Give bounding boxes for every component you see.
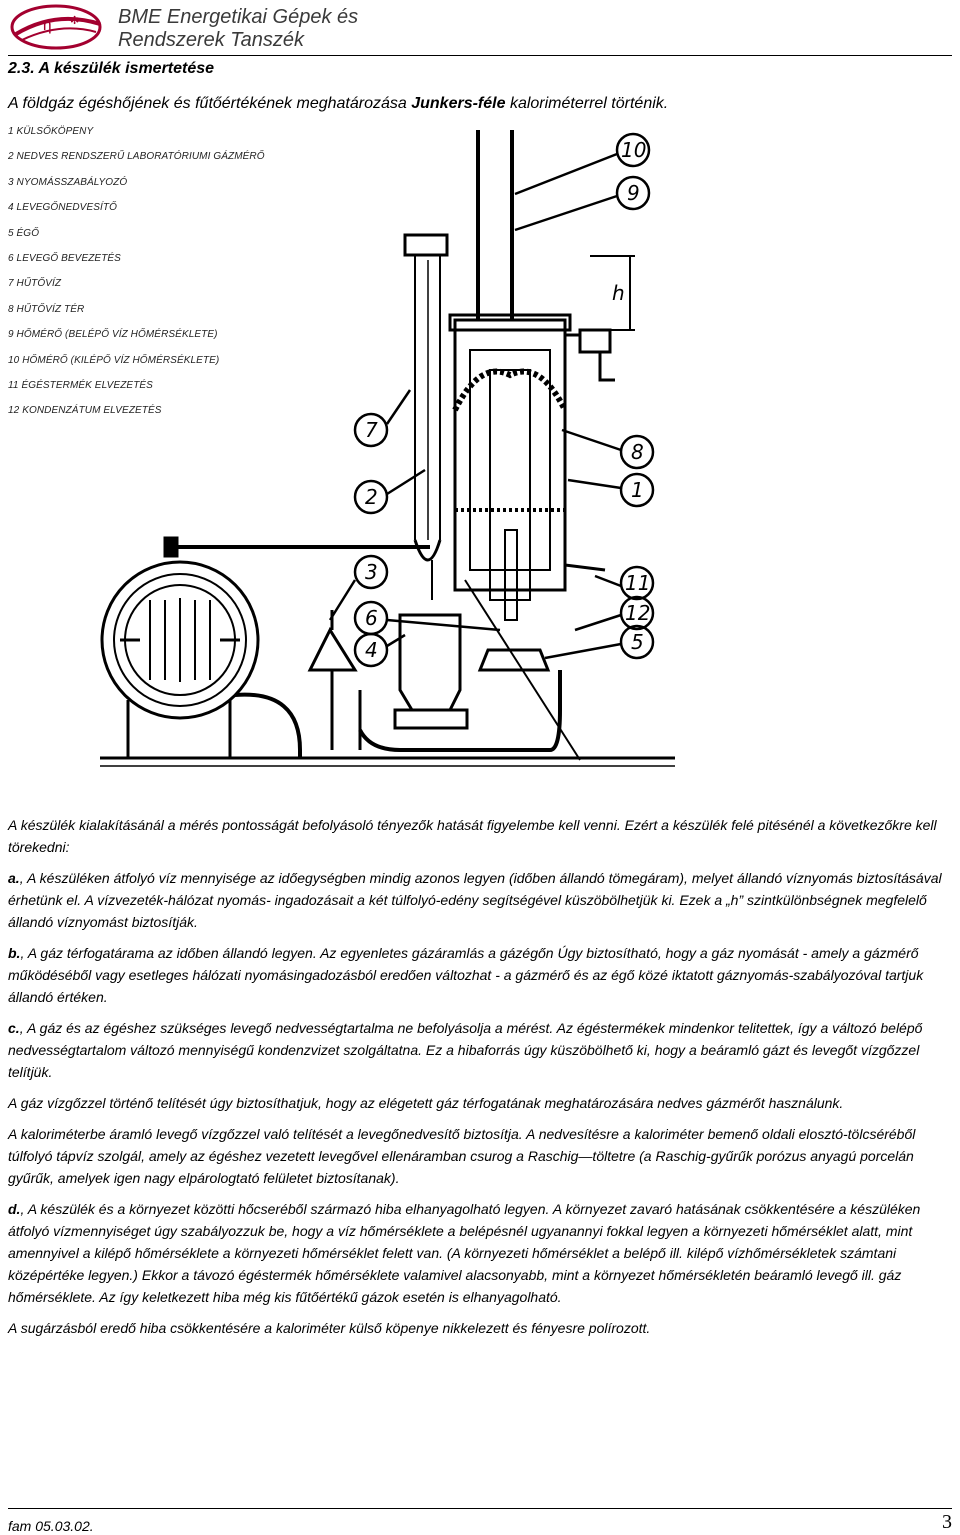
legend-item: 12 KONDENZÁTUM ELVEZETÉS [8, 405, 162, 417]
air-humidifier [400, 615, 460, 710]
department-name [118, 6, 358, 52]
intro-before: A földgáz égéshőjének és fűtőértékének meghatározása [8, 95, 412, 112]
footer-rule [8, 1508, 952, 1509]
callout-7 [355, 390, 410, 446]
header-rule [8, 55, 952, 56]
department-name-line2: Rendszerek Tanszék [118, 29, 305, 51]
callout-label-5: 5 [631, 630, 644, 654]
callout-label-7: 7 [365, 418, 378, 442]
legend-item: 3 NYOMÁSSZABÁLYOZÓ [8, 176, 128, 188]
paragraph-text: , A készülék és a környezet közötti hőcseréből származó hiba elhanyagolható legyen. A környezet zavaró hatásának csökkentésére a készüléken átfolyó vízmennyiséget úgy szabályozzuk be, hogy a víz hőmérséklete a belépésnél ugyanannyi fokkal legyen a környezeti hőmérséklet alatt, mint amennyivel a kilépő hőmérséklete a környezeti hőmérséklet felett van. (A környezeti hőmérséklet a belépő ill. kilépő vízhőmérsékletek számtani középértéke legyen.) Ekkor a távozó égéstermék hőmérséklete valamivel alacsonyabb, mint a környezet hőmérsékletén beáramló levegő ill. gáz hőmérséklete. Az így keletkezett hiba még kis fűtőértékű gázok esetén is elhanyagolható. [8, 1201, 921, 1305]
intro-bold: Junkers-féle [411, 95, 506, 112]
paragraph [8, 1092, 953, 1114]
callout-label-3: 3 [365, 560, 378, 584]
department-name-line1: BME Energetikai Gépek és [118, 6, 359, 28]
callout-label-6: 6 [365, 606, 378, 630]
pressure-regulator [310, 630, 355, 670]
paragraph [8, 942, 953, 1008]
calorimeter-body [455, 320, 565, 590]
paragraph-text: A gáz vízgőzzel történő telítését úgy biztosíthatjuk, hogy az elégetett gáz térfogatának meghatározására nedves gázmérőt használunk. [8, 1095, 844, 1111]
department-logo [8, 2, 108, 52]
paragraph [8, 1017, 953, 1083]
callout-3 [330, 556, 387, 620]
callout-label-12: 12 [625, 601, 651, 625]
h-dimension-label: h [612, 281, 625, 305]
legend-item: 6 LEVEGŐ BEVEZETÉS [8, 252, 121, 264]
footer-date: fam 05.03.02. [8, 1518, 94, 1534]
logo-glyph: η [42, 15, 52, 34]
paragraph-text: , A gáz térfogatárama az időben állandó legyen. Az egyenletes gázáramlás a gázégőn Úgy biztosítható, hogy a gáz nyomását - amely a gázmérő működéséből vagy esetleges hálózati nyomásingadozásból eredően változhat - a gázmérő és az égő közé iktatott gáznyomás-szabályozóval tartjuk állandó értéken. [8, 945, 924, 1005]
paragraph [8, 1198, 953, 1308]
callout-label-11: 11 [625, 571, 651, 595]
paragraph [8, 1317, 953, 1339]
legend-item: 8 HŰTŐVÍZ TÉR [8, 303, 85, 315]
paragraph-text: , A gáz és az égéshez szükséges levegő nedvességtartalma ne befolyásolja a mérést. Az égéstermékek mindenkor telitettek, így a változó belépő nedvességtartalom változó mennyiségű kondenzvizet szolgáltatna. Ez a hibaforrás úgy küszöbölhető ki, hogy a beáramló gázt és levegőt vízgőzzel telítjük. [8, 1020, 923, 1080]
paragraph-text: A készülék kialakításánál a mérés pontosságát befolyásoló tényezők hatását figyelembe kell venni. Ezért a készülék felé pitésénél a következőkre kell törekedni: [8, 817, 937, 855]
parts-legend [8, 126, 265, 431]
paragraph-text: A sugárzásból eredő hiba csökkentésére a kaloriméter külső köpenye nikkelezett és fényesre polírozott. [8, 1320, 651, 1336]
legend-item: 7 HŰTŐVÍZ [8, 278, 62, 290]
callout-label-8: 8 [631, 440, 644, 464]
paragraph-prefix: d. [8, 1201, 21, 1217]
paragraph-prefix: c. [8, 1020, 20, 1036]
callout-label-4: 4 [365, 638, 378, 662]
paragraph-text: A kaloriméterbe áramló levegő vízgőzzel való telítését a levegőnedvesítő biztosítja. A nedvesítésre a kaloriméter bemenő oldali elosztó-tölcséréből túlfolyó tápvíz szolgál, amely az égéshez vezetett levegővel ellenáramban csurog a Raschig—töltetre (a Raschig-gyűrűk porózus anyagú porcelán gyűrűk, amelyek igen nagy elpárologtató felületet biztosítanak). [8, 1126, 916, 1186]
legend-item: 2 NEDVES RENDSZERŰ LABORATÓRIUMI GÁZMÉRŐ [8, 151, 265, 163]
paragraph [8, 814, 953, 858]
paragraph-prefix: b. [8, 945, 21, 961]
body-text [8, 814, 953, 1348]
legend-item: 11 ÉGÉSTERMÉK ELVEZETÉS [8, 379, 153, 391]
callout-label-9: 9 [627, 181, 640, 205]
callout-label-1: 1 [631, 478, 644, 502]
paragraph [8, 867, 953, 933]
callout-label-10: 10 [621, 138, 647, 162]
paragraph-prefix: a. [8, 870, 20, 886]
callout-label-2: 2 [365, 485, 378, 509]
page-number: 3 [942, 1511, 952, 1533]
legend-item: 1 KÜLSŐKÖPENY [8, 126, 94, 137]
overflow-vessel [405, 235, 447, 255]
intro-after: kaloriméterrel történik. [505, 95, 669, 112]
paragraph-text: , A készüléken átfolyó víz mennyisége az időegységben mindig azonos legyen (időben állandó tömegáram), melyet állandó víznyomás biztosításával érhetünk el. A vízvezeték-hálózat nyomás- ingadozásait a két túlfolyó-edény segítségével küszöbölhetjük ki. Ezek a „h” szintkülönbségnek megfelelő állandó víznyomást biztosítják. [8, 870, 942, 930]
legend-item: 5 ÉGŐ [8, 227, 40, 239]
callout-4 [355, 634, 405, 666]
legend-item: 9 HŐMÉRŐ (BELÉPŐ VÍZ HŐMÉRSÉKLETE) [8, 329, 218, 341]
legend-item: 10 HŐMÉRŐ (KILÉPŐ VÍZ HŐMÉRSÉKLETE) [8, 354, 220, 366]
paragraph [8, 1123, 953, 1189]
legend-item: 4 LEVEGŐNEDVESÍTŐ [8, 202, 117, 214]
section-title: 2.3. A készülék ismertetése [8, 60, 215, 77]
svg-text:✻: ✻ [70, 14, 80, 27]
